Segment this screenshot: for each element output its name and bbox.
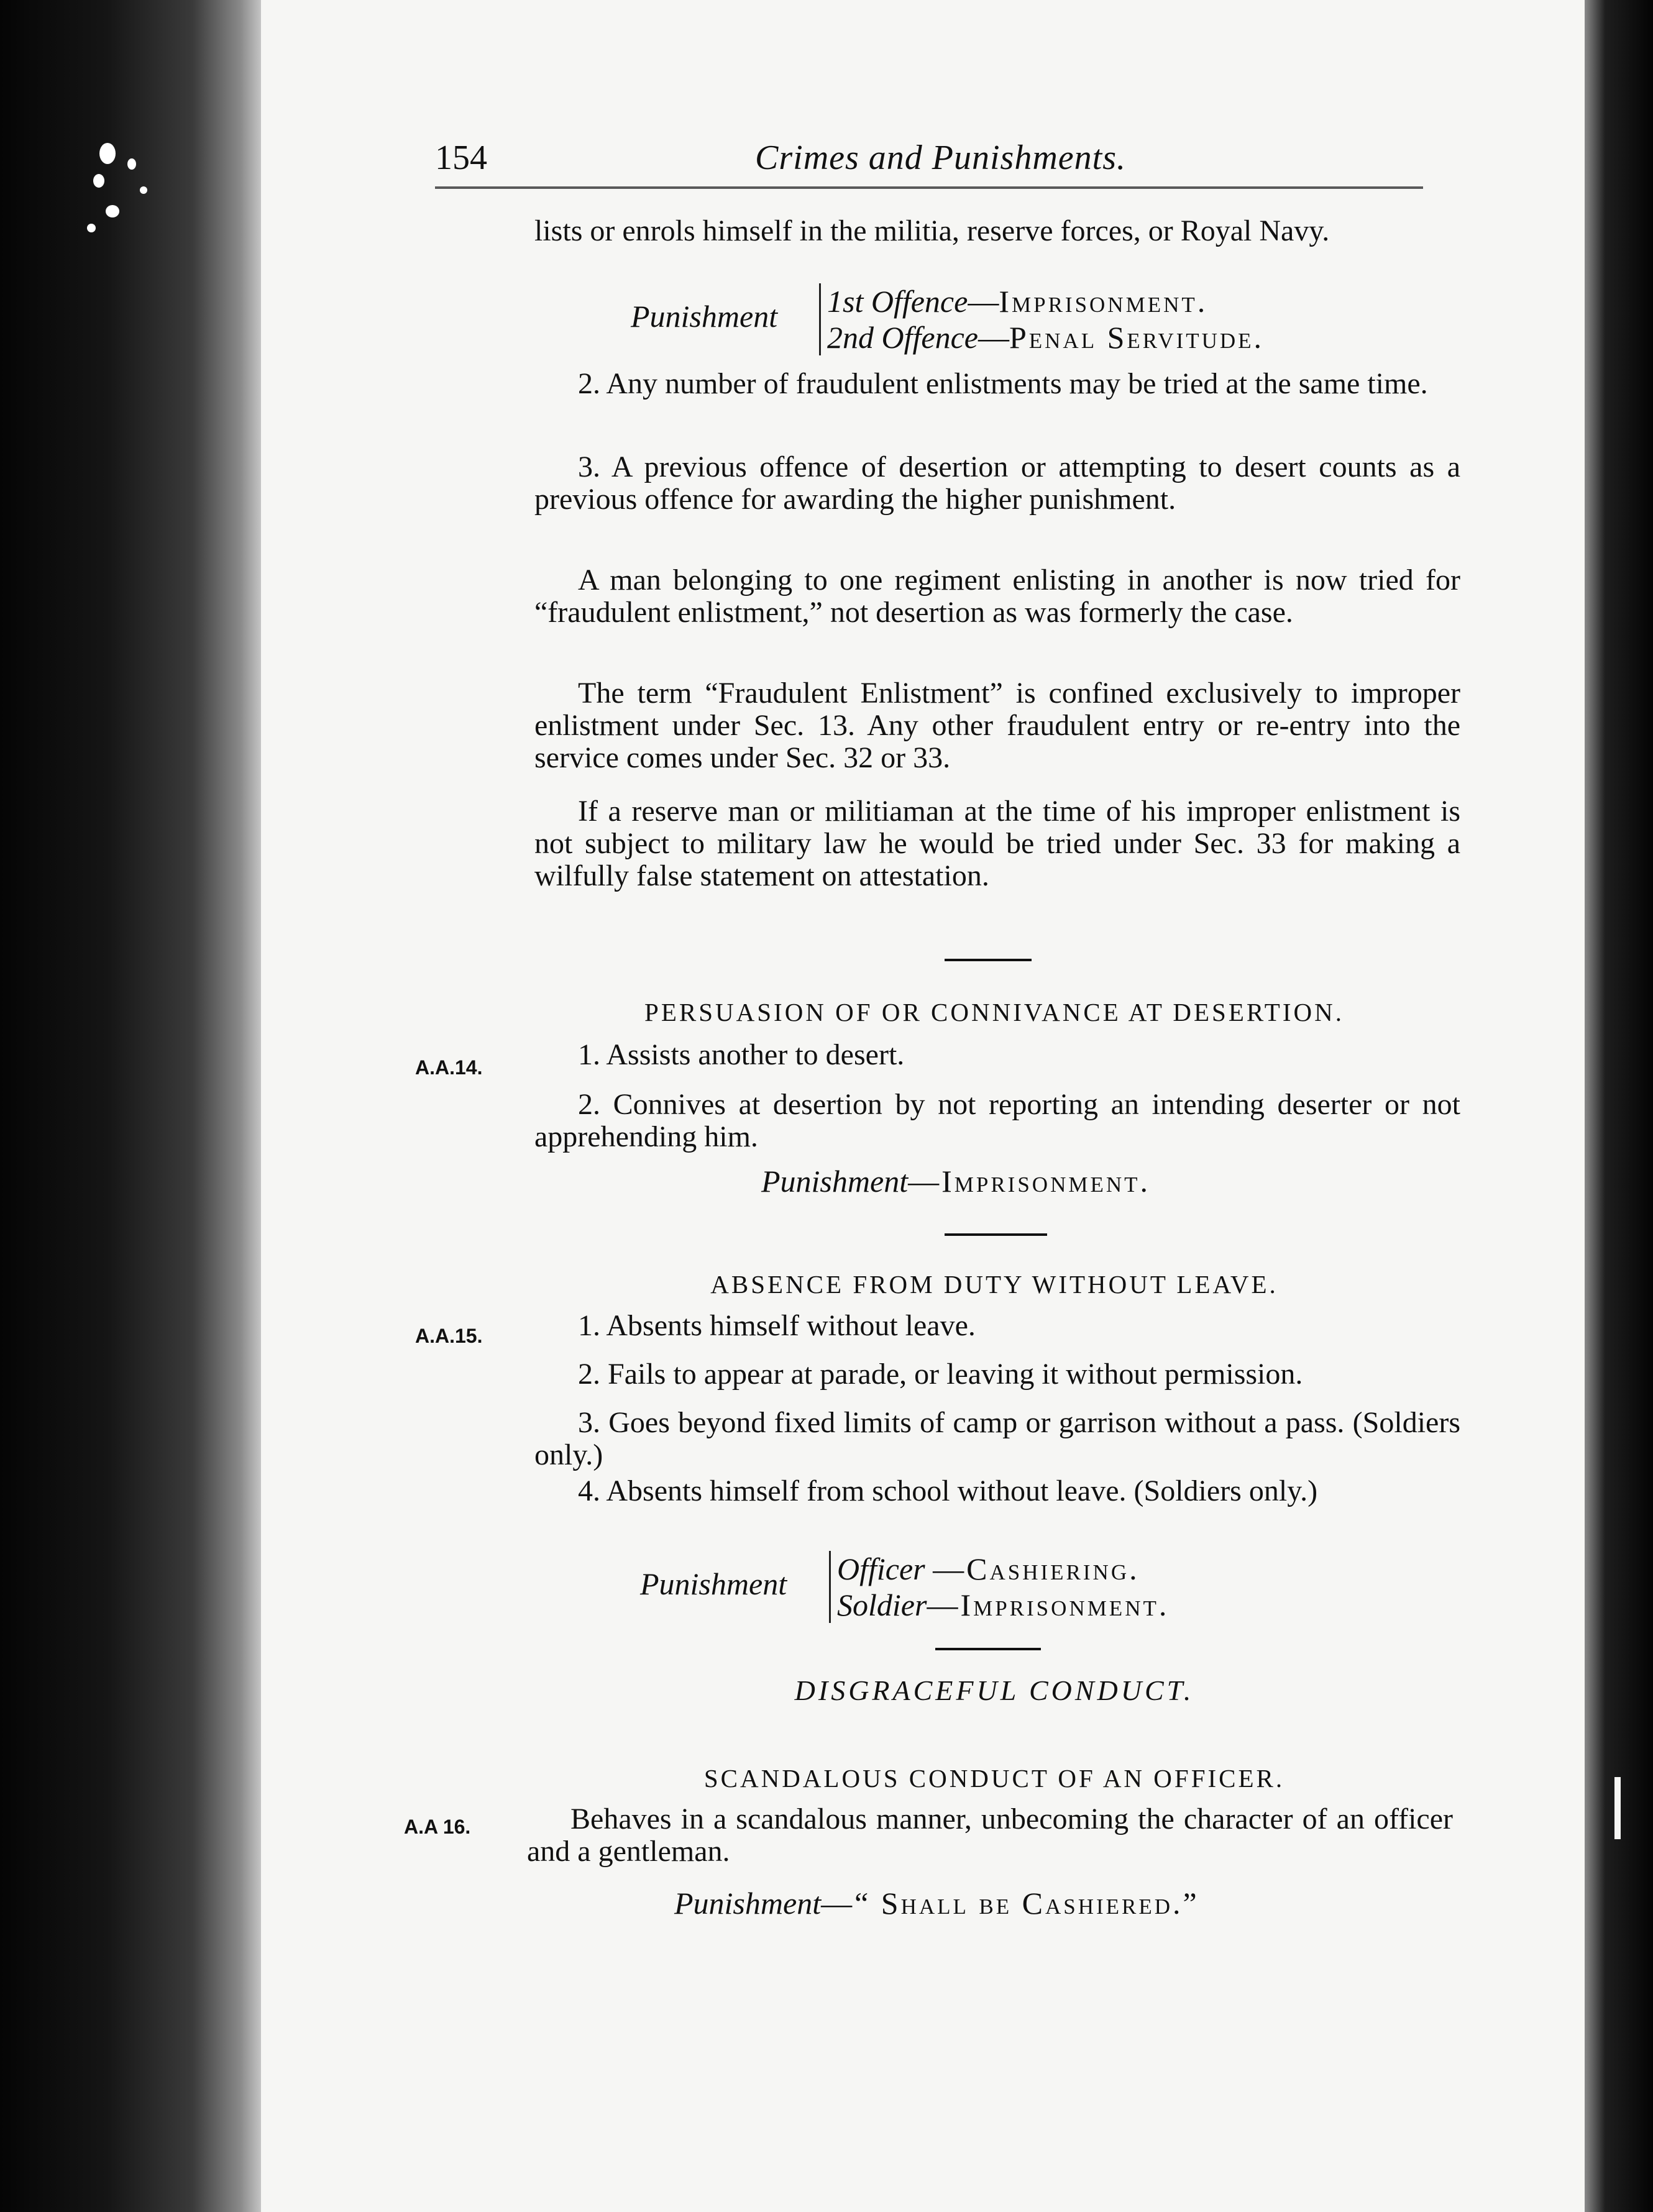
officer-punishment: —Cashiering. (933, 1552, 1140, 1586)
persuasion-item-1: 1. Assists another to desert. (578, 1038, 905, 1071)
absence-heading: ABSENCE FROM DUTY WITHOUT LEAVE. (710, 1270, 1278, 1299)
second-offence-punishment: Penal Servitude. (1009, 320, 1265, 355)
persuasion-item-2: 2. Connives at desertion by not reporting an intending deserter or not apprehending him. (534, 1088, 1460, 1153)
scandalous-heading: SCANDALOUS CONDUCT OF AN OFFICER. (703, 1764, 1285, 1793)
first-offence-label: 1st Offence (827, 284, 968, 319)
note-regiment: A man belonging to one regiment enlisting in another is now tried for “fraudulent enlistment,” not desertion as was formerly the case. (534, 564, 1460, 629)
scandalous-text: Behaves in a scandalous manner, unbecoming the character of an officer and a gentleman. (527, 1803, 1453, 1868)
header-rule (435, 186, 1423, 189)
persuasion-punishment: —Imprisonment. (908, 1164, 1151, 1199)
punishment-block-scandalous (674, 1885, 1199, 1921)
punishment-brace-fraudulent: 1st Offence—Imprisonment. 2nd Offence—Penal Servitude. (819, 283, 1264, 355)
note-reserve-man: If a reserve man or militiaman at the time of his improper enlistment is not subject to military law he would be tried under Sec. 33 for making a wilfully false statement on attestation. (534, 795, 1460, 892)
punishment-block-fraudulent (631, 298, 777, 334)
punishment-label: Punishment (631, 299, 778, 334)
first-offence-punishment: Imprisonment. (999, 284, 1208, 319)
punishment-block-persuasion (761, 1163, 1150, 1199)
section-rule (945, 959, 1032, 961)
absence-item-4: 4. Absents himself from school without leave. (Soldiers only.) (578, 1474, 1318, 1507)
absence-item-3: 3. Goes beyond fixed limits of camp or garrison without a pass. (Soldiers only.) (534, 1406, 1460, 1471)
second-offence-label: 2nd Offence (827, 320, 978, 355)
paragraph-3: 3. A previous offence of desertion or attempting to desert counts as a previous offence for awarding the higher punishment. (534, 450, 1460, 516)
soldier-label: Soldier (837, 1588, 927, 1622)
section-rule (935, 1648, 1041, 1650)
running-title: Crimes and Punishments. (755, 139, 1126, 177)
facing-page-edge (1585, 0, 1653, 2212)
punishment-brace-absence (829, 1551, 1169, 1623)
persuasion-heading: PERSUASION OF OR CONNIVANCE AT DESERTION. (644, 998, 1344, 1026)
absence-item-2: 2. Fails to appear at parade, or leaving it without permission. (578, 1358, 1303, 1391)
paragraph-2: 2. Any number of fraudulent enlistments may be tried at the same time. (578, 367, 1428, 400)
margin-reference-aa14: A.A.14. (415, 1056, 483, 1079)
soldier-punishment: —Imprisonment. (927, 1588, 1170, 1622)
continued-paragraph: lists or enrols himself in the militia, reserve forces, or Royal Navy. (534, 214, 1330, 247)
margin-reference-aa15: A.A.15. (415, 1325, 483, 1347)
punishment-label: Punishment (640, 1566, 787, 1601)
disgraceful-conduct-heading: DISGRACEFUL CONDUCT. (794, 1675, 1194, 1706)
book-binding-edge (0, 0, 267, 2212)
scandalous-punishment: —“ Shall be Cashiered.” (821, 1886, 1199, 1921)
page-number: 154 (435, 139, 487, 177)
section-rule (945, 1233, 1047, 1236)
absence-item-1: 1. Absents himself without leave. (578, 1309, 976, 1342)
punishment-label: Punishment (761, 1164, 909, 1199)
note-fraudulent-term: The term “Fraudulent Enlistment” is confined exclusively to improper enlistment under Sec. 13. Any other fraudulent entry or re-entry into the service comes under Sec. 32 or 33. (534, 677, 1460, 774)
punishment-block-absence (640, 1566, 787, 1602)
margin-reference-aa16: A.A 16. (404, 1816, 471, 1838)
punishment-label: Punishment (674, 1886, 822, 1921)
officer-label: Officer (837, 1552, 925, 1586)
